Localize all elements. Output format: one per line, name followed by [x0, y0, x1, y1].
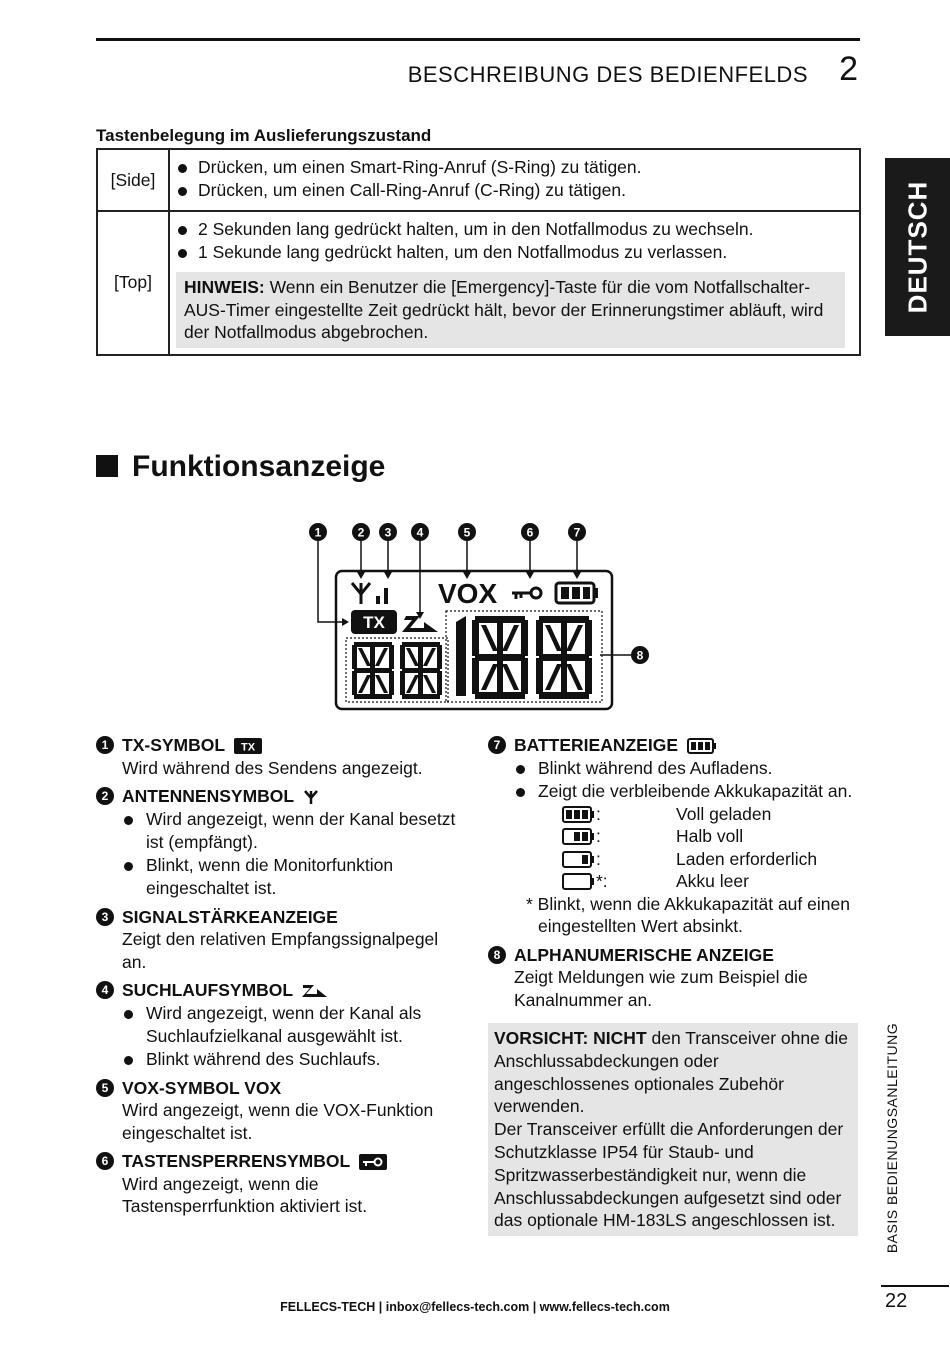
battery-level-label: Halb voll	[676, 826, 744, 846]
svg-text:TX: TX	[363, 613, 385, 632]
battery-level-mark: :	[596, 848, 601, 869]
signal-bars-icon	[376, 588, 388, 604]
page-number: 22	[885, 1290, 908, 1312]
svg-text:8: 8	[636, 648, 644, 663]
item-title: SIGNALSTÄRKEANZEIGE	[122, 906, 338, 927]
svg-text:5: 5	[463, 525, 471, 540]
key-cell: [Side]	[97, 149, 169, 211]
item-scan-symbol	[96, 979, 466, 1071]
item-text: Wird während des Sendens angezeigt.	[122, 757, 423, 778]
function-cell	[169, 211, 860, 355]
callout-8	[631, 646, 649, 664]
battery-full-icon	[562, 806, 596, 824]
item-number-badge: 5	[96, 1079, 114, 1097]
callout-6	[521, 523, 539, 541]
item-text: Zeigt den relativen Empfangssignalpegel an.	[122, 929, 439, 972]
function-cell	[169, 149, 860, 211]
note-label: HINWEIS:	[184, 277, 265, 297]
key-lock-icon	[359, 1154, 387, 1170]
svg-text:6: 6	[526, 525, 534, 540]
tx-icon	[234, 738, 262, 754]
manual-side-label	[882, 1010, 902, 1265]
top-rule	[96, 38, 860, 41]
language-tab-label: DEUTSCH	[902, 180, 932, 314]
item-number-badge: 6	[96, 1152, 114, 1170]
section-title-text: Funktionsanzeige	[132, 450, 386, 483]
chapter-number: 2	[839, 50, 858, 88]
item-number-badge: 3	[96, 908, 114, 926]
item-alphanumeric-display	[488, 944, 858, 1012]
battery-level-row	[514, 848, 858, 871]
item-title: BATTERIEANZEIGE	[514, 735, 678, 755]
tx-icon	[351, 610, 397, 634]
svg-text:7: 7	[573, 525, 581, 540]
callout-7	[568, 523, 586, 541]
item-text: Zeigt Meldungen wie zum Beispiel die Kanalnummer an.	[514, 967, 808, 1010]
callout-3	[379, 523, 397, 541]
item-signal-strength	[96, 906, 466, 974]
svg-text:2: 2	[357, 525, 365, 540]
item-title: TX-SYMBOL	[122, 735, 225, 755]
lcd-diagram	[300, 516, 670, 716]
item-bullet: Blinkt während des Aufladens.	[514, 757, 858, 780]
callout-4	[411, 523, 429, 541]
footer: FELLECS-TECH | inbox@fellecs-tech.com | www.fellecs-tech.com	[280, 1300, 670, 1314]
language-tab	[885, 158, 950, 336]
note-box	[176, 272, 845, 348]
caution-label: VORSICHT: NICHT	[494, 1028, 647, 1048]
section-square-icon	[96, 455, 118, 477]
antenna-icon	[303, 789, 319, 805]
battery-level-label: Akku leer	[676, 871, 749, 891]
battery-level-row	[514, 825, 858, 848]
antenna-icon	[352, 583, 370, 604]
function-bullet: Drücken, um einen Smart-Ring-Anruf (S-Ring) zu tätigen.	[170, 156, 859, 179]
item-title: TASTENSPERRENSYMBOL	[122, 1151, 350, 1171]
item-battery-indicator	[488, 734, 858, 938]
note-text: Wenn ein Benutzer die [Emergency]-Taste für die vom Notfallschalter-AUS-Timer eingestellte Zeit gedrückt hält, bevor der Erinnerungstimer abläuft, wird der Notfallmodus abgebrochen.	[184, 277, 824, 342]
right-column	[488, 734, 858, 1236]
vox-icon: VOX	[438, 578, 498, 609]
item-text: Wird angezeigt, wenn die VOX-Funktion eingeschaltet ist.	[122, 1100, 434, 1143]
item-bullet: Wird angezeigt, wenn der Kanal als Suchlaufzielkanal ausgewählt ist.	[122, 1002, 466, 1048]
battery-level-mark: *:	[596, 871, 608, 891]
item-title: VOX-SYMBOL VOX	[122, 1077, 282, 1098]
item-number-badge: 4	[96, 981, 114, 999]
left-column	[96, 734, 466, 1224]
battery-level-mark: :	[596, 826, 601, 846]
function-bullet: 1 Sekunde lang gedrückt halten, um den Notfallmodus zu verlassen.	[170, 241, 859, 264]
battery-level-row	[514, 803, 858, 826]
table-row	[97, 211, 860, 355]
function-bullet: Drücken, um einen Call-Ring-Anruf (C-Ring) zu tätigen.	[170, 179, 859, 202]
item-bullet: Blinkt während des Suchlaufs.	[122, 1048, 466, 1071]
battery-half-icon	[562, 828, 596, 846]
function-bullet: 2 Sekunden lang gedrückt halten, um in den Notfallmodus zu wechseln.	[170, 218, 859, 241]
section-title	[96, 450, 385, 484]
item-title: SUCHLAUFSYMBOL	[122, 980, 293, 1000]
item-number-badge: 8	[488, 946, 506, 964]
battery-level-label: Voll geladen	[676, 803, 772, 824]
key-lock-icon	[512, 588, 541, 599]
item-title: ALPHANUMERISCHE ANZEIGE	[514, 944, 774, 965]
page-number-rule	[881, 1285, 949, 1287]
battery-icon	[556, 583, 598, 603]
battery-level-row	[514, 870, 858, 893]
battery-level-mark: :	[596, 803, 601, 824]
callout-5	[458, 523, 476, 541]
svg-text:4: 4	[416, 525, 424, 540]
item-tx-symbol	[96, 734, 466, 779]
battery-level-label: Laden erforderlich	[676, 848, 818, 869]
item-number-badge: 2	[96, 787, 114, 805]
svg-text:TX: TX	[240, 741, 255, 754]
callout-2	[352, 523, 370, 541]
item-text: Wird angezeigt, wenn die Tastensperrfunktion aktiviert ist.	[122, 1173, 368, 1216]
scan-icon	[302, 984, 328, 998]
caution-text: den Transceiver ohne die Anschlussabdeckungen oder angeschlossenes optionales Zubehör verwenden.	[494, 1028, 849, 1117]
callout-1	[309, 523, 327, 541]
caution-box	[488, 1023, 858, 1236]
item-title: ANTENNENSYMBOL	[122, 786, 294, 806]
item-number-badge: 1	[96, 736, 114, 754]
item-key-lock-symbol	[96, 1150, 466, 1218]
item-vox-symbol	[96, 1077, 466, 1145]
item-bullet: Zeigt die verbleibende Akkukapazität an.	[514, 780, 858, 803]
item-bullet: Wird angezeigt, wenn der Kanal besetzt ist (empfängt).	[122, 808, 466, 854]
battery-footnote: * Blinkt, wenn die Akkukapazität auf einen eingestellten Wert absinkt.	[526, 893, 850, 936]
item-number-badge: 7	[488, 736, 506, 754]
svg-text:1: 1	[314, 525, 322, 540]
item-bullet: Blinkt, wenn die Monitorfunktion eingeschaltet ist.	[122, 854, 466, 900]
key-cell: [Top]	[97, 211, 169, 355]
table-row	[97, 149, 860, 211]
svg-text:3: 3	[384, 525, 392, 540]
battery-icon	[687, 738, 717, 754]
key-assignment-table	[96, 148, 861, 356]
battery-empty-icon	[562, 873, 596, 891]
manual-side-label-text: BASIS BEDIENUNGSANLEITUNG	[884, 1022, 900, 1253]
caution-text: Der Transceiver erfüllt die Anforderungen der Schutzklasse IP54 für Staub- und Spritzwasserbeständigkeit nur, wenn die Anschlussabdeckungen aufgesetzt sind oder das optionale HM-183LS angeschlossen ist.	[494, 1119, 844, 1231]
item-antenna-symbol	[96, 785, 466, 900]
battery-low-icon	[562, 851, 596, 869]
table-caption: Tastenbelegung im Auslieferungszustand	[96, 126, 432, 145]
chapter-title: BESCHREIBUNG DES BEDIENFELDS	[407, 62, 808, 87]
